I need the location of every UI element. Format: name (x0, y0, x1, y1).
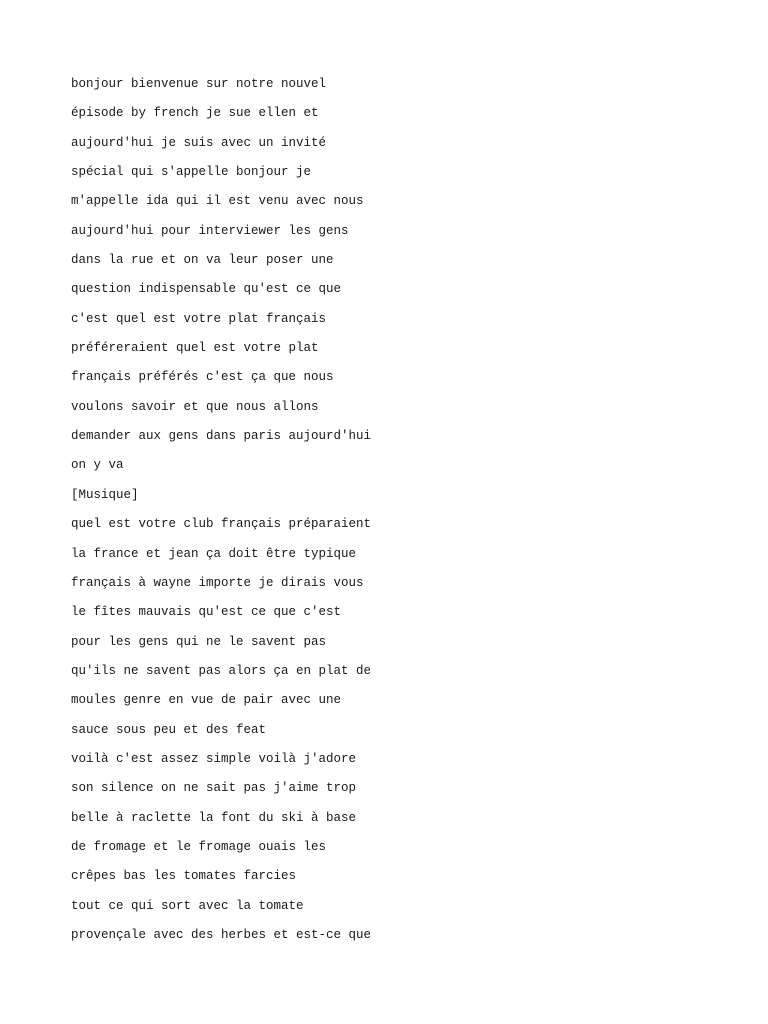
transcript-line: préféreraient quel est votre plat (71, 341, 319, 356)
transcript-line: on y va (71, 458, 124, 473)
transcript-line: français à wayne importe je dirais vous (71, 575, 364, 590)
transcript-line: le fîtes mauvais qu'est ce que c'est (71, 605, 342, 620)
transcript-line: provençale avec des herbes et est-ce que (71, 927, 372, 942)
transcript-line: bonjour bienvenue sur notre nouvel (71, 77, 327, 91)
transcript-text (71, 70, 371, 950)
transcript-line: voulons savoir et que nous allons (71, 399, 319, 414)
transcript-line: sauce sous peu et des feat (71, 722, 267, 737)
transcript-line: crêpes bas les tomates farcies (71, 869, 297, 884)
transcript-line: demander aux gens dans paris aujourd'hui (71, 429, 372, 444)
transcript-line: aujourd'hui pour interviewer les gens (71, 223, 349, 238)
transcript-line: dans la rue et on va leur poser une (71, 253, 334, 268)
transcript-line: moules genre en vue de pair avec une (71, 693, 342, 708)
transcript-line: son silence on ne sait pas j'aime trop (71, 781, 357, 796)
transcript-line: pour les gens qui ne le savent pas (71, 634, 327, 649)
transcript-line: belle à raclette la font du ski à base (71, 810, 357, 825)
transcript-line: qu'ils ne savent pas alors ça en plat de (71, 663, 372, 678)
transcript-line: de fromage et le fromage ouais les (71, 839, 327, 854)
transcript-line: quel est votre club français préparaient (71, 517, 372, 532)
transcript-line: voilà c'est assez simple voilà j'adore (71, 751, 357, 766)
transcript-line: spécial qui s'appelle bonjour je (71, 165, 312, 180)
transcript-line: question indispensable qu'est ce que (71, 282, 342, 297)
transcript-line: épisode by french je sue ellen et (71, 106, 319, 121)
transcript-line: m'appelle ida qui il est venu avec nous (71, 194, 364, 209)
transcript-line: tout ce qui sort avec la tomate (71, 898, 304, 913)
transcript-line: [Musique] (71, 487, 139, 502)
transcript-line: c'est quel est votre plat français (71, 311, 327, 326)
transcript-line: aujourd'hui je suis avec un invité (71, 135, 327, 150)
transcript-line: la france et jean ça doit être typique (71, 546, 357, 561)
transcript-line: français préférés c'est ça que nous (71, 370, 334, 385)
